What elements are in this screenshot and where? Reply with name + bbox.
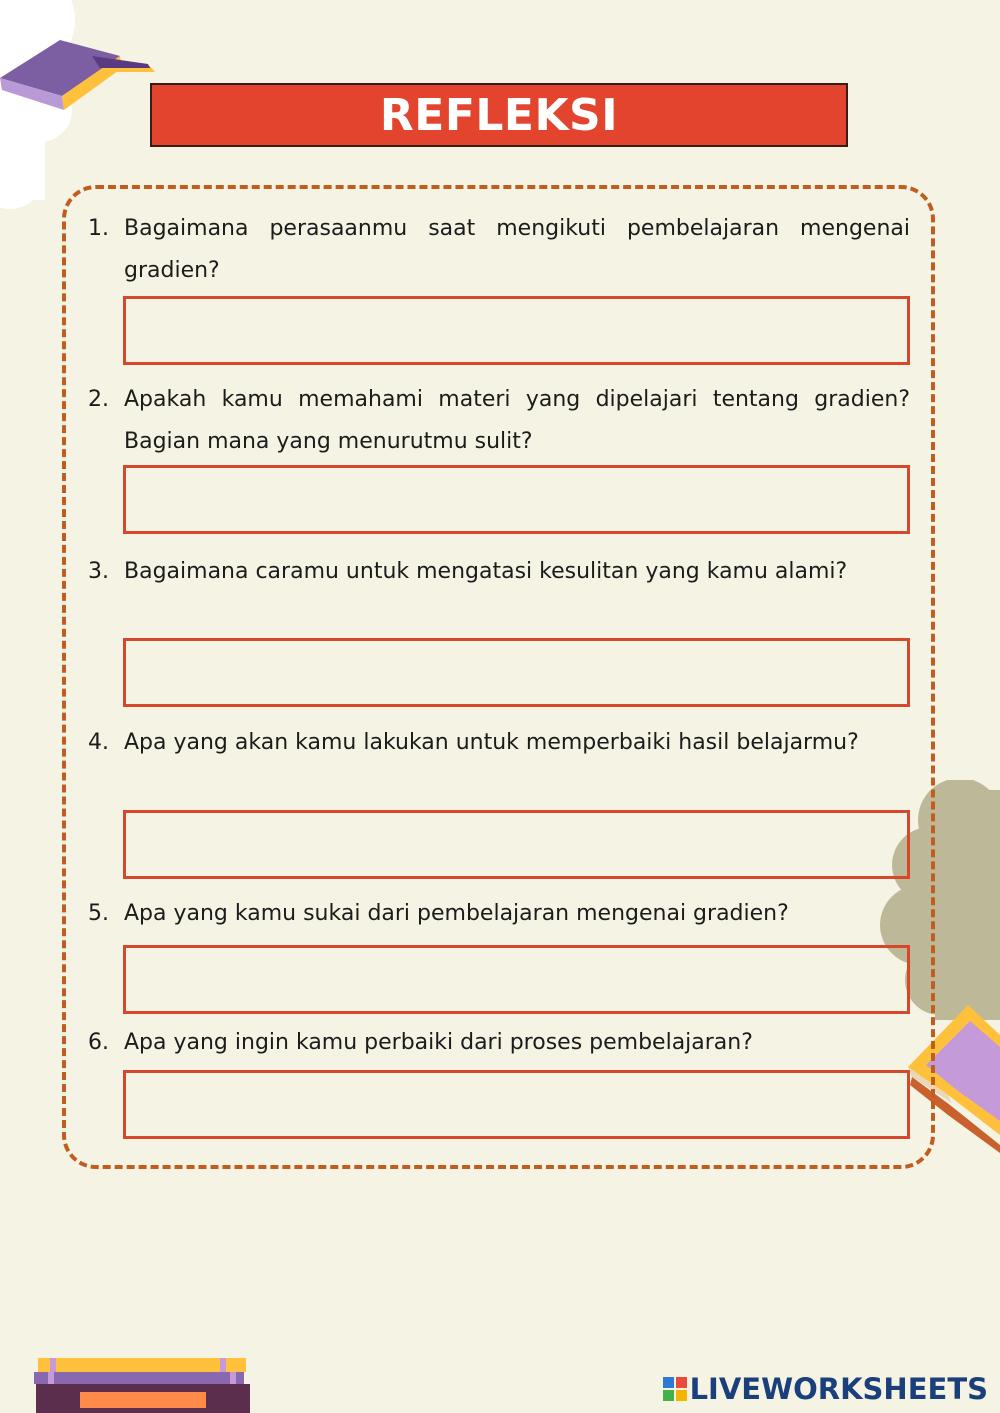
answer-input-1[interactable] [123,296,910,365]
question-4 [88,722,910,764]
book-stack-icon [30,1352,260,1413]
answer-input-6[interactable] [123,1070,910,1139]
question-text: Apa yang kamu sukai dari pembelajaran mengenai gradien? [124,901,789,926]
question-text: Apa yang akan kamu lakukan untuk memperbaiki hasil belajarmu? [124,730,859,755]
question-text: Bagaimana caramu untuk mengatasi kesulitan yang kamu alami? [124,559,848,584]
answer-input-2[interactable] [123,465,910,534]
question-number: 2. [88,387,109,412]
question-text: Bagaimana perasaanmu saat mengikuti pembelajaran mengenai gradien? [124,216,910,283]
title-banner [150,83,848,147]
question-3 [88,551,910,593]
question-1 [88,208,910,292]
page-title: REFLEKSI [379,89,619,141]
question-text: Apakah kamu memahami materi yang dipelajari tentang gradien? Bagian mana yang menurutmu sulit? [124,387,910,454]
question-number: 6. [88,1030,109,1055]
liveworksheets-logo-icon [663,1377,687,1401]
question-number: 5. [88,901,109,926]
question-2 [88,379,910,463]
book-icon [0,38,160,118]
answer-input-3[interactable] [123,638,910,707]
brand-name: LIVEWORKSHEETS [689,1372,988,1406]
answer-input-4[interactable] [123,810,910,879]
question-number: 1. [88,216,109,241]
question-text: Apa yang ingin kamu perbaiki dari proses pembelajaran? [124,1030,753,1055]
answer-input-5[interactable] [123,945,910,1014]
liveworksheets-brand[interactable] [663,1372,988,1406]
question-number: 3. [88,559,109,584]
question-6 [88,1022,910,1064]
question-number: 4. [88,730,109,755]
question-5 [88,893,910,935]
